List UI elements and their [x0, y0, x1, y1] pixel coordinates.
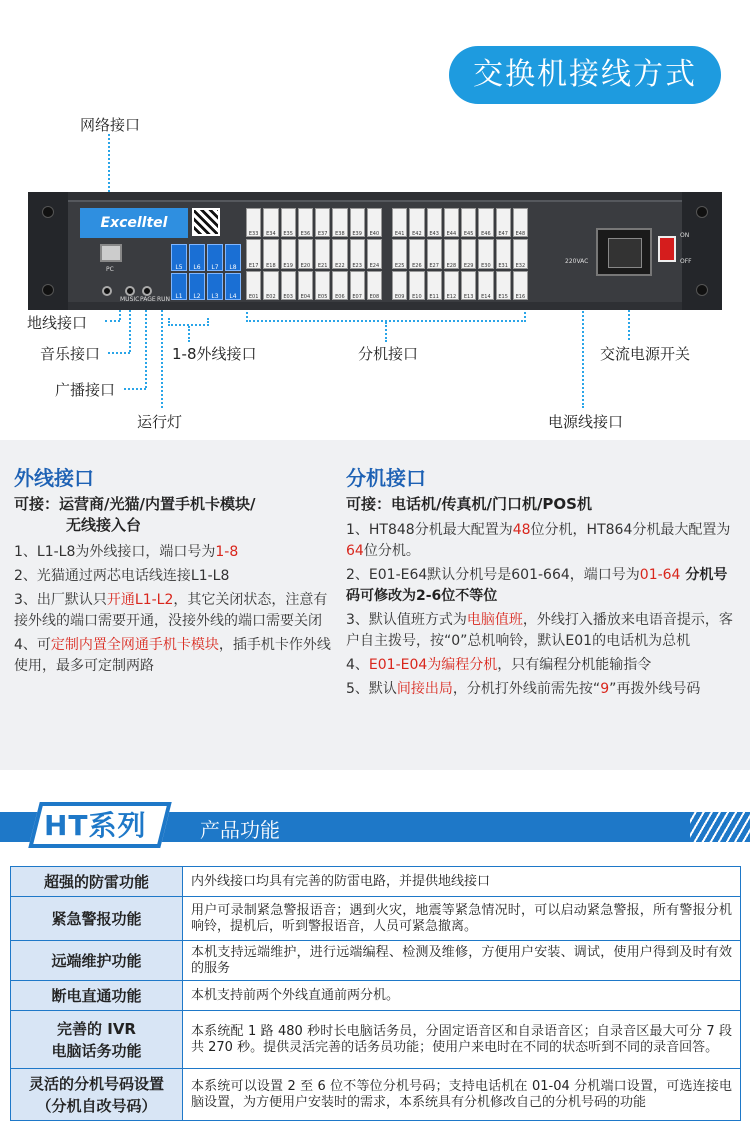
label-ac-switch: 交流电源开关	[600, 345, 691, 363]
label-external: 1-8外线接口	[172, 345, 257, 363]
pbx-device	[28, 192, 722, 310]
port-l8: L8	[225, 244, 241, 271]
run-label: RUN	[157, 296, 171, 303]
extension-port: E35	[281, 208, 296, 237]
leader-extension	[385, 322, 387, 342]
page-jack-icon	[142, 286, 152, 296]
pc-port-label: PC	[106, 266, 114, 273]
extension-port: E28	[444, 239, 459, 268]
table-row	[11, 1069, 741, 1121]
brand-logo: Excelltel	[80, 208, 188, 238]
external-heading: 外线接口	[14, 466, 94, 490]
extension-port: E38	[332, 208, 347, 237]
rack-ear-left	[28, 192, 68, 310]
extension-port: E21	[315, 239, 330, 268]
list-item: 4、E01-E04为编程分机，只有编程分机能输指令	[346, 657, 652, 673]
label-broadcast: 广播接口	[55, 381, 116, 399]
table-row	[11, 941, 741, 981]
table-row	[11, 897, 741, 941]
extension-port: E26	[409, 239, 424, 268]
music-jack-icon	[125, 286, 135, 296]
leader-external	[188, 326, 190, 342]
list-item: 1、L1-L8为外线接口，端口号为1-8	[14, 544, 239, 560]
label-run-light: 运行灯	[137, 413, 183, 431]
extension-port: E15	[496, 271, 511, 300]
extension-port: E24	[367, 239, 382, 268]
feature-description: 本机支持前两个外线直通前两分机。	[183, 981, 741, 1011]
extension-ports-right	[392, 208, 528, 300]
extension-port: E44	[444, 208, 459, 237]
feature-description: 本系统可以设置 2 至 6 位不等位分机号码；支持电话机在 01-04 分机端口设置，可选连接电脑设置，为方便用户安装时的需求，本系统具有分机修改自己的分机号码的功能	[183, 1069, 741, 1121]
port-l3: L3	[207, 273, 223, 300]
port-l2: L2	[189, 273, 205, 300]
feature-name: 完善的 IVR 电脑话务功能	[11, 1011, 183, 1069]
list-item: 1、HT848分机最大配置为48位分机，HT864分机最大配置为64位分机。	[346, 522, 731, 559]
label-music: 音乐接口	[40, 345, 101, 363]
extension-port: E37	[315, 208, 330, 237]
port-l4: L4	[225, 273, 241, 300]
extension-port: E09	[392, 271, 407, 300]
list-item: 5、默认间接出局，分机打外线前需先按“9”再拨外线号码	[346, 681, 701, 697]
power-socket-icon	[596, 228, 652, 276]
ht-series-header	[0, 770, 750, 860]
extension-port: E30	[478, 239, 493, 268]
extension-port: E47	[496, 208, 511, 237]
feature-name: 远端维护功能	[11, 941, 183, 981]
extension-port: E46	[478, 208, 493, 237]
extension-port: E41	[392, 208, 407, 237]
port-l1: L1	[171, 273, 187, 300]
extension-port: E45	[461, 208, 476, 237]
leader-broadcast-h	[124, 388, 146, 390]
extension-port: E43	[427, 208, 442, 237]
list-item: 2、光猫通过两芯电话线连接L1-L8	[14, 568, 230, 584]
port-l5: L5	[171, 244, 187, 271]
extension-port: E12	[444, 271, 459, 300]
extension-port: E05	[315, 271, 330, 300]
feature-description: 用户可录制紧急警报语音；遇到火灾，地震等紧急情况时，可以启动紧急警报，所有警报分机响铃，提机后，听到警报语音，人员可紧急撤离。	[183, 897, 741, 941]
feature-name: 超强的防雷功能	[11, 867, 183, 897]
port-l7: L7	[207, 244, 223, 271]
extension-port: E13	[461, 271, 476, 300]
feature-description: 本机支持远端维护，进行远端编程、检测及维修，方便用户安装、调试，使用户得到及时有效的服务	[183, 941, 741, 981]
extension-port: E04	[298, 271, 313, 300]
feature-description: 本系统配 1 路 480 秒时长电脑话务员，分固定语音区和自录语音区；自录音区最大可分 7 段共 270 秒。提供灵活完善的话务员功能；使用户来电时在不同的状态听到不同的录音回答。	[183, 1011, 741, 1069]
extension-port: E10	[409, 271, 424, 300]
voltage-label: 220VAC	[565, 258, 589, 265]
feature-description: 内外线接口均具有完善的防雷电路，并提供地线接口	[183, 867, 741, 897]
extension-port: E08	[367, 271, 382, 300]
interface-info	[0, 440, 750, 770]
extension-port: E25	[392, 239, 407, 268]
extension-port: E14	[478, 271, 493, 300]
extension-port: E23	[350, 239, 365, 268]
extension-connect-line: 可接：电话机/传真机/门口机/POS机	[346, 495, 592, 513]
extension-port: E17	[246, 239, 261, 268]
decorative-stripes	[690, 812, 750, 842]
label-network: 网络接口	[80, 116, 141, 134]
feature-name: 紧急警报功能	[11, 897, 183, 941]
extension-port: E02	[263, 271, 278, 300]
external-line-ports	[171, 244, 241, 300]
extension-port: E16	[513, 271, 528, 300]
extension-port: E31	[496, 239, 511, 268]
list-item: 3、出厂默认只开通L1-L2，其它关闭状态，注意有接外线的端口需要开通，没接外线的端口需要关闭	[14, 592, 328, 629]
label-ground: 地线接口	[27, 314, 88, 332]
leader-extension-bracket	[246, 312, 526, 322]
extension-port: E40	[367, 208, 382, 237]
feature-name: 灵活的分机号码设置 （分机自改号码）	[11, 1069, 183, 1121]
extension-heading: 分机接口	[346, 466, 426, 490]
extension-port: E29	[461, 239, 476, 268]
switch-off-label: OFF	[680, 258, 692, 265]
extension-port: E39	[350, 208, 365, 237]
extension-port: E18	[263, 239, 278, 268]
table-row	[11, 867, 741, 897]
extension-port: E32	[513, 239, 528, 268]
leader-music-h	[108, 352, 130, 354]
music-label: MUSIC	[120, 296, 140, 303]
extension-port: E33	[246, 208, 261, 237]
list-item: 3、默认值班方式为电脑值班，外线打入播放来电语音提示，客户自主拨号，按“0”总机响铃，默认E01的电话机为总机	[346, 612, 733, 649]
extension-port: E01	[246, 271, 261, 300]
extension-port: E27	[427, 239, 442, 268]
extension-port: E03	[281, 271, 296, 300]
external-connect-line2: 无线接入台	[66, 516, 142, 534]
rack-ear-right	[682, 192, 722, 310]
extension-port: E19	[281, 239, 296, 268]
extension-list	[346, 520, 738, 703]
extension-port: E20	[298, 239, 313, 268]
wiring-diagram	[0, 0, 750, 440]
network-port	[100, 244, 122, 262]
feature-name: 断电直通功能	[11, 981, 183, 1011]
extension-port: E36	[298, 208, 313, 237]
extension-port: E48	[513, 208, 528, 237]
ground-screw-icon	[102, 286, 112, 296]
external-connect-line1: 可接：运营商/光猫/内置手机卡模块/	[14, 495, 256, 513]
extension-ports-left	[246, 208, 382, 300]
switch-on-label: ON	[680, 232, 690, 239]
power-switch	[658, 236, 676, 262]
page-label: PAGE	[140, 296, 156, 303]
section-subtitle: 产品功能	[200, 818, 280, 842]
series-tag: HT系列	[44, 809, 147, 842]
device-front-panel	[68, 200, 692, 303]
external-list	[14, 542, 336, 680]
table-row	[11, 1011, 741, 1069]
label-extension: 分机接口	[358, 345, 419, 363]
label-power-cord: 电源线接口	[548, 413, 624, 431]
list-item: 2、E01-E64默认分机号是601-664，端口号为01-64 分机号码可修改为2-6位不等位	[346, 567, 728, 604]
extension-port: E34	[263, 208, 278, 237]
page-title: 交换机接线方式	[449, 46, 721, 104]
leader-ground-h	[105, 320, 120, 322]
feature-table	[10, 866, 741, 1121]
extension-port: E06	[332, 271, 347, 300]
extension-port: E42	[409, 208, 424, 237]
list-item: 4、可定制内置全网通手机卡模块，插手机卡作外线使用，最多可定制两路	[14, 637, 331, 674]
extension-port: E11	[427, 271, 442, 300]
extension-port: E22	[332, 239, 347, 268]
leader-external-bracket	[168, 318, 209, 326]
table-row	[11, 981, 741, 1011]
extension-port: E07	[350, 271, 365, 300]
qr-code-icon	[192, 208, 220, 236]
port-l6: L6	[189, 244, 205, 271]
